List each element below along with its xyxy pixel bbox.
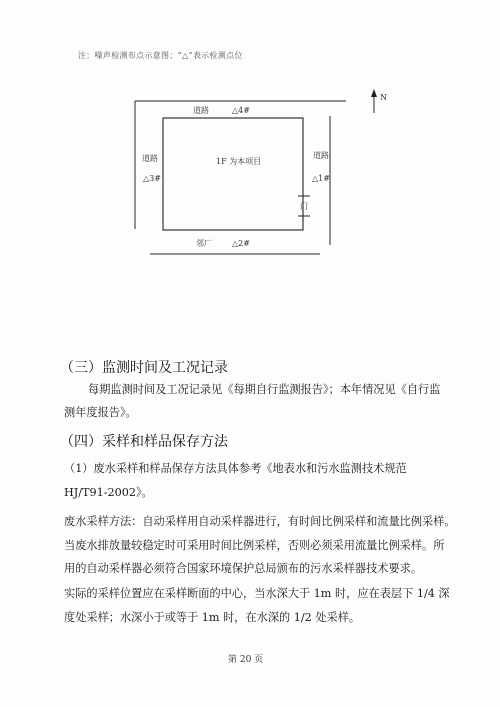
section-3-paragraph-line1: 每期监测时间及工况记录见《每期自行监测报告》；本年情况见《自行监 <box>88 383 441 396</box>
label-point-2: △2# <box>232 239 250 248</box>
section-3-heading: （三）监测时间及工况记录 <box>60 360 228 376</box>
label-point-3: △3# <box>143 174 161 183</box>
label-project: 1F 为本项目 <box>216 157 262 166</box>
label-north: N <box>380 93 387 102</box>
section-4-item1-line2: HJ/T91-2002》。 <box>64 486 153 499</box>
section-4-line-a: 废水采样方法：自动采样用自动采样器进行，有时间比例采样和流量比例采样。 <box>64 515 456 528</box>
north-arrow-icon <box>371 89 377 97</box>
figure-note: 注：噪声检测布点示意图；“△”表示检测点位 <box>78 51 243 60</box>
section-4-line-e: 度处采样；水深小于或等于 1m 时，在水深的 1/2 处采样。 <box>64 611 361 624</box>
label-point-1: △1# <box>312 174 330 183</box>
label-road-right: 道路 <box>313 151 329 160</box>
section-4-item1-line1: （1）废水采样和样品保存方法具体参考《地表水和污水监测技术规范 <box>64 462 407 475</box>
label-point-4: △4# <box>232 106 250 115</box>
section-4-line-d: 实际的采样位置应在采样断面的中心，当水深大于 1m 时，应在表层下 1/4 深 <box>64 587 450 600</box>
label-gate: 门 <box>300 202 308 211</box>
project-site-outline <box>163 118 303 230</box>
section-4-heading: （四）采样和样品保存方法 <box>60 434 228 450</box>
label-road-top: 道路 <box>193 106 209 115</box>
section-4-line-b: 当废水排放量较稳定时可采用时间比例采样，否则必须采用流量比例采样。所 <box>64 539 445 552</box>
label-neighbor-plant: 邻厂 <box>196 239 212 248</box>
section-4-line-c: 用的自动采样器必须符合国家环境保护总局颁布的污水采样器技术要求。 <box>64 562 423 575</box>
section-3-paragraph-line2: 测年度报告》。 <box>64 406 137 419</box>
label-road-left: 道路 <box>142 154 158 163</box>
page-number: 第 20 页 <box>228 655 264 665</box>
noise-monitoring-map <box>0 0 500 300</box>
